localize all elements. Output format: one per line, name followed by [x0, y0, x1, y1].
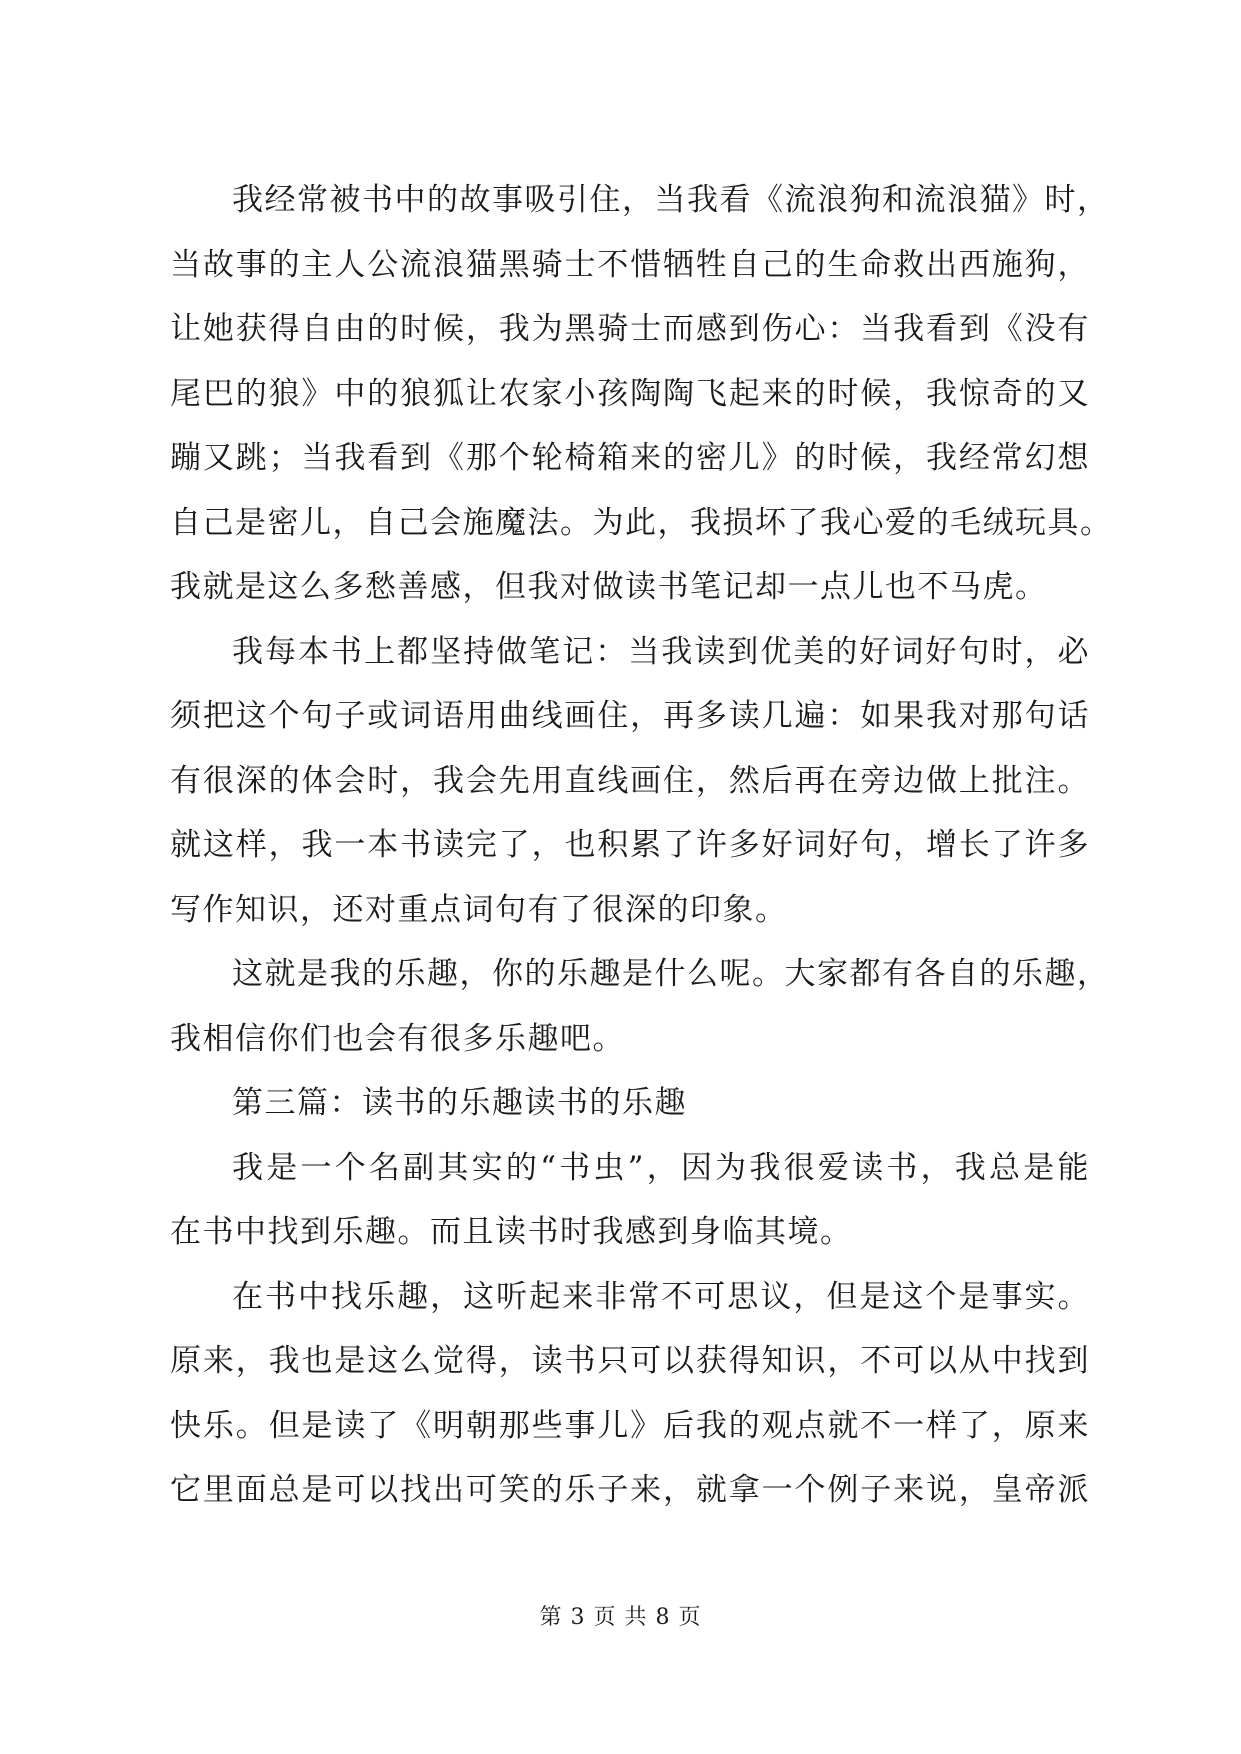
text-line: 就这样，我一本书读完了，也积累了许多好词好句，增长了许多 — [170, 827, 1090, 863]
paragraph-1 — [170, 168, 1113, 620]
paragraph-2 — [170, 620, 1090, 943]
text-line: 我经常被书中的故事吸引住，当我看《流浪狗和流浪猫》时， — [232, 182, 1110, 218]
text-line: 它里面总是可以找出可笑的乐子来，就拿一个例子来说，皇帝派 — [170, 1472, 1090, 1508]
text-line: 我每本书上都坚持做笔记：当我读到优美的好词好句时，必 — [232, 633, 1090, 670]
text-line: 蹦又跳；当我看到《那个轮椅箱来的密儿》的时候，我经常幻想 — [170, 440, 1090, 476]
paragraph-4 — [170, 1136, 1090, 1265]
text-line: 我相信你们也会有很多乐趣吧。 — [170, 1020, 625, 1057]
text-line: 有很深的体会时，我会先用直线画住，然后再在旁边做上批注。 — [170, 762, 1090, 799]
paragraph-3 — [170, 942, 1110, 1071]
text-line: 写作知识，还对重点词句有了很深的印象。 — [170, 891, 788, 928]
text-line: 原来，我也是这么觉得，读书只可以获得知识，不可以从中找到 — [170, 1343, 1090, 1379]
paragraph-5 — [170, 1265, 1090, 1523]
text-line: 这就是我的乐趣，你的乐趣是什么呢。大家都有各自的乐趣， — [232, 956, 1110, 992]
text-line: 自己是密儿，自己会施魔法。为此，我损坏了我心爱的毛绒玩具。 — [170, 504, 1113, 541]
document-body — [170, 168, 1113, 1523]
text-line: 在书中找乐趣，这听起来非常不可思议，但是这个是事实。 — [232, 1278, 1090, 1315]
text-line: 让她获得自由的时候，我为黑骑士而感到伤心：当我看到《没有 — [170, 311, 1090, 347]
text-line: 我是一个名副其实的“书虫”，因为我很爱读书，我总是能 — [232, 1149, 1090, 1186]
section-heading: 第三篇：读书的乐趣读书的乐趣 — [232, 1085, 687, 1121]
text-line: 我就是这么多愁善感，但我对做读书笔记却一点儿也不马虎。 — [170, 569, 1048, 605]
text-line: 当故事的主人公流浪猫黑骑士不惜牺牲自己的生命救出西施狗， — [170, 246, 1090, 283]
text-line: 快乐。但是读了《明朝那些事儿》后我的观点就不一样了，原来 — [170, 1407, 1090, 1444]
page-number-footer: 第 3 页 共 8 页 — [539, 1605, 702, 1630]
text-line: 在书中找到乐趣。而且读书时我感到身临其境。 — [170, 1214, 853, 1250]
text-line: 须把这个句子或词语用曲线画住，再多读几遍：如果我对那句话 — [170, 698, 1090, 734]
text-line: 尾巴的狼》中的狼狐让农家小孩陶陶飞起来的时候，我惊奇的又 — [170, 375, 1090, 412]
